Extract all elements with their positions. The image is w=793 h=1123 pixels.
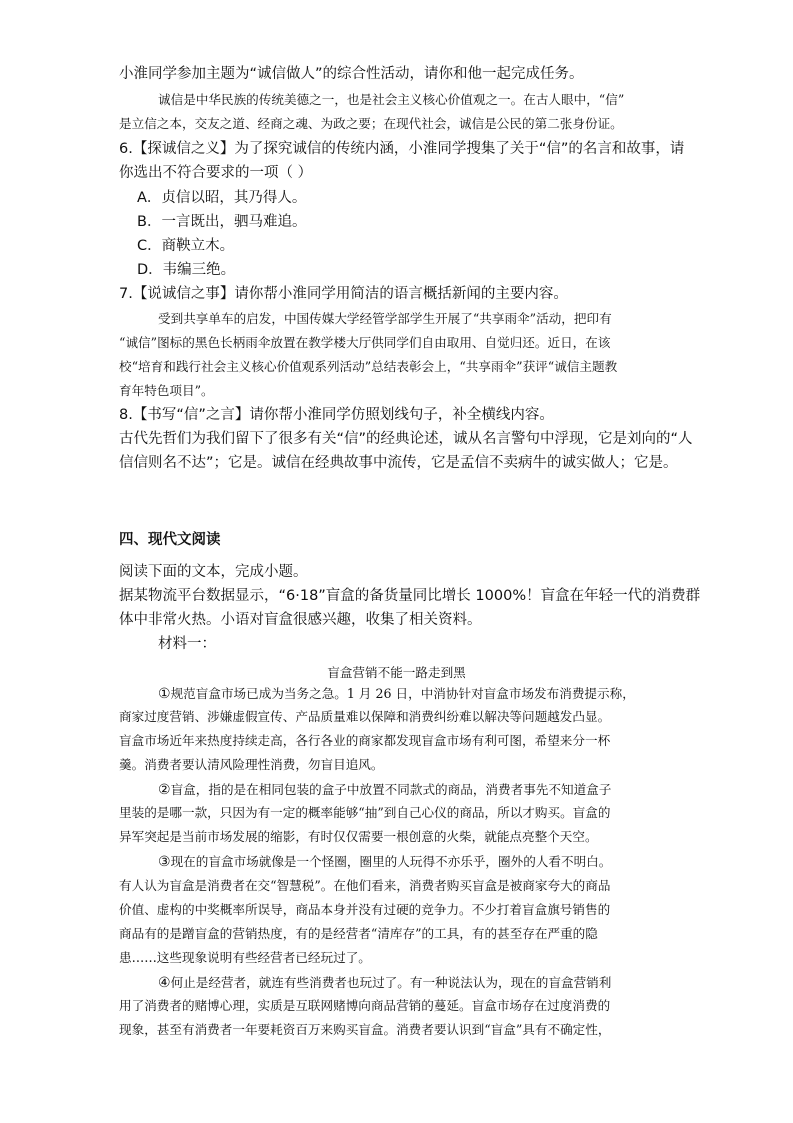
- material-label: 材料一：: [158, 636, 216, 652]
- paragraph-1-line-1: [158, 687, 635, 701]
- section-instruction: 阅读下面的文本，完成小题。: [119, 564, 308, 580]
- paragraph-number: ②: [158, 782, 171, 798]
- news-line-4: 育年特色项目”。: [119, 383, 214, 398]
- news-line-1: 受到共享单车的启发，中国传媒大学经管学部学生开展了“共享雨伞”活动，把印有: [158, 311, 612, 326]
- paragraph-text: 何止是经营者，就连有些消费者也玩过了。有一种说法认为，现在的盲盒营销利: [170, 975, 612, 990]
- option-c: C．商鞅立木。: [137, 238, 235, 254]
- option-b: B．一言既出，驷马难追。: [137, 214, 307, 230]
- paragraph-3-line-2: 有人认为盲盒是消费者在交“智慧税”。在他们看来，消费者购买盲盒是被商家夸大的商品: [119, 878, 611, 893]
- news-line-2: “诚信”图标的黑色长柄雨伞放置在教学楼大厅供同学们自由取用、自觉归还。近日，在该: [119, 335, 611, 350]
- article-title: 盲盒营销不能一路走到黑: [327, 665, 466, 680]
- paragraph-3-line-3: 价值、虚构的中奖概率所误导，商品本身并没有过硬的竞争力。不少打着盲盒旗号销售的: [119, 902, 611, 917]
- paragraph-1-line-3: 盲盒市场近年来热度持续走高，各行各业的商家都发现盲盒市场有利可图，希望来分一杯: [119, 733, 611, 748]
- paragraph-number: ③: [158, 854, 171, 870]
- paragraph-2-line-2: 里装的是哪一款，只因为有一定的概率能够“抽”到自己心仪的商品，所以才购买。盲盒的: [119, 805, 611, 820]
- paragraph-2-line-3: 异军突起是当前市场发展的缩影，有时仅仅需要一根创意的火柴，就能点亮整个天空。: [119, 829, 598, 844]
- paragraph-text: 盲盒，指的是在相同包装的盒子中放置不同款式的商品，消费者事先不知道盒子: [170, 782, 612, 797]
- question-7: 7.【说诚信之事】请你帮小淮同学用简洁的语言概括新闻的主要内容。: [119, 286, 568, 302]
- intro-quote-line-1: 诚信是中华民族的传统美德之一，也是社会主义核心价值观之一。在古人眼中，“信”: [158, 92, 625, 107]
- paragraph-4-line-3: 现象，甚至有消费者一年要耗资百万来购买盲盒。消费者要认识到“盲盒”具有不确定性，: [119, 1022, 611, 1037]
- question-6-line-1: 6.【探诚信之义】为了探究诚信的传统内涵，小淮同学搜集了关于“信”的名言和故事，请: [119, 141, 685, 157]
- question-8-line-2: 古代先哲们为我们留下了很多有关“信”的经典论述，诚从名言警句中浮现，它是刘向的“人: [119, 431, 693, 447]
- news-line-3: 校“培育和践行社会主义核心价值观系列活动”总结表彰会上，“共享雨伞”获评“诚信主题教: [119, 359, 618, 374]
- paragraph-text: 规范盲盒市场已成为当务之急。1 月 26 日，中消协针对盲盒市场发布消费提示称，: [170, 686, 635, 701]
- option-a: A．贞信以昭，其乃得人。: [137, 190, 307, 206]
- paragraph-1-line-4: 羹。消费者要认清风险理性消费，勿盲目追风。: [119, 757, 384, 772]
- section-intro-line-1: 据某物流平台数据显示，“6·18”盲盒的备货量同比增长 1000%！盲盒在年轻一代的消费群: [119, 588, 701, 604]
- option-d: D．韦编三绝。: [137, 262, 236, 278]
- paragraph-text: 现在的盲盒市场就像是一个怪圈，圈里的人玩得不亦乐乎，圈外的人看不明白。: [170, 854, 612, 869]
- question-6-line-2: 你选出不符合要求的一项（ ）: [119, 165, 313, 181]
- question-8: 8.【书写“信”之言】请你帮小淮同学仿照划线句子，补全横线内容。: [119, 407, 554, 423]
- section-intro-line-2: 体中非常火热。小语对盲盒很感兴趣，收集了相关资料。: [119, 612, 482, 628]
- paragraph-1-line-2: 商家过度营销、涉嫌虚假宣传、产品质量难以保障和消费纠纷难以解决等问题越发凸显。: [119, 709, 611, 724]
- paragraph-3-line-4: 商品有的是蹭盲盒的营销热度，有的是经营者“清库存”的工具，有的甚至存在严重的隐: [119, 926, 598, 941]
- paragraph-number: ④: [158, 975, 171, 991]
- intro-line: 小淮同学参加主题为“诚信做人”的综合性活动，请你和他一起完成任务。: [119, 66, 584, 82]
- paragraph-number: ①: [158, 686, 171, 702]
- paragraph-3-line-5: 患……这些现象说明有些经营者已经玩过了。: [119, 950, 371, 965]
- paragraph-4-line-2: 用了消费者的赌博心理，实质是互联网赌博向商品营销的蔓延。盲盒市场存在过度消费的: [119, 998, 611, 1013]
- paragraph-4-line-1: [158, 976, 611, 990]
- section-heading: 四、现代文阅读: [119, 532, 221, 548]
- question-8-line-3: 信信则名不达”；它是。诚信在经典故事中流传，它是孟信不卖病牛的诚实做人；它是。: [119, 455, 678, 471]
- paragraph-2-line-1: [158, 783, 611, 797]
- intro-quote-line-2: 是立信之本，交友之道、经商之魂、为政之要；在现代社会，诚信是公民的第二张身份证。: [119, 116, 623, 131]
- paragraph-3-line-1: [158, 855, 611, 869]
